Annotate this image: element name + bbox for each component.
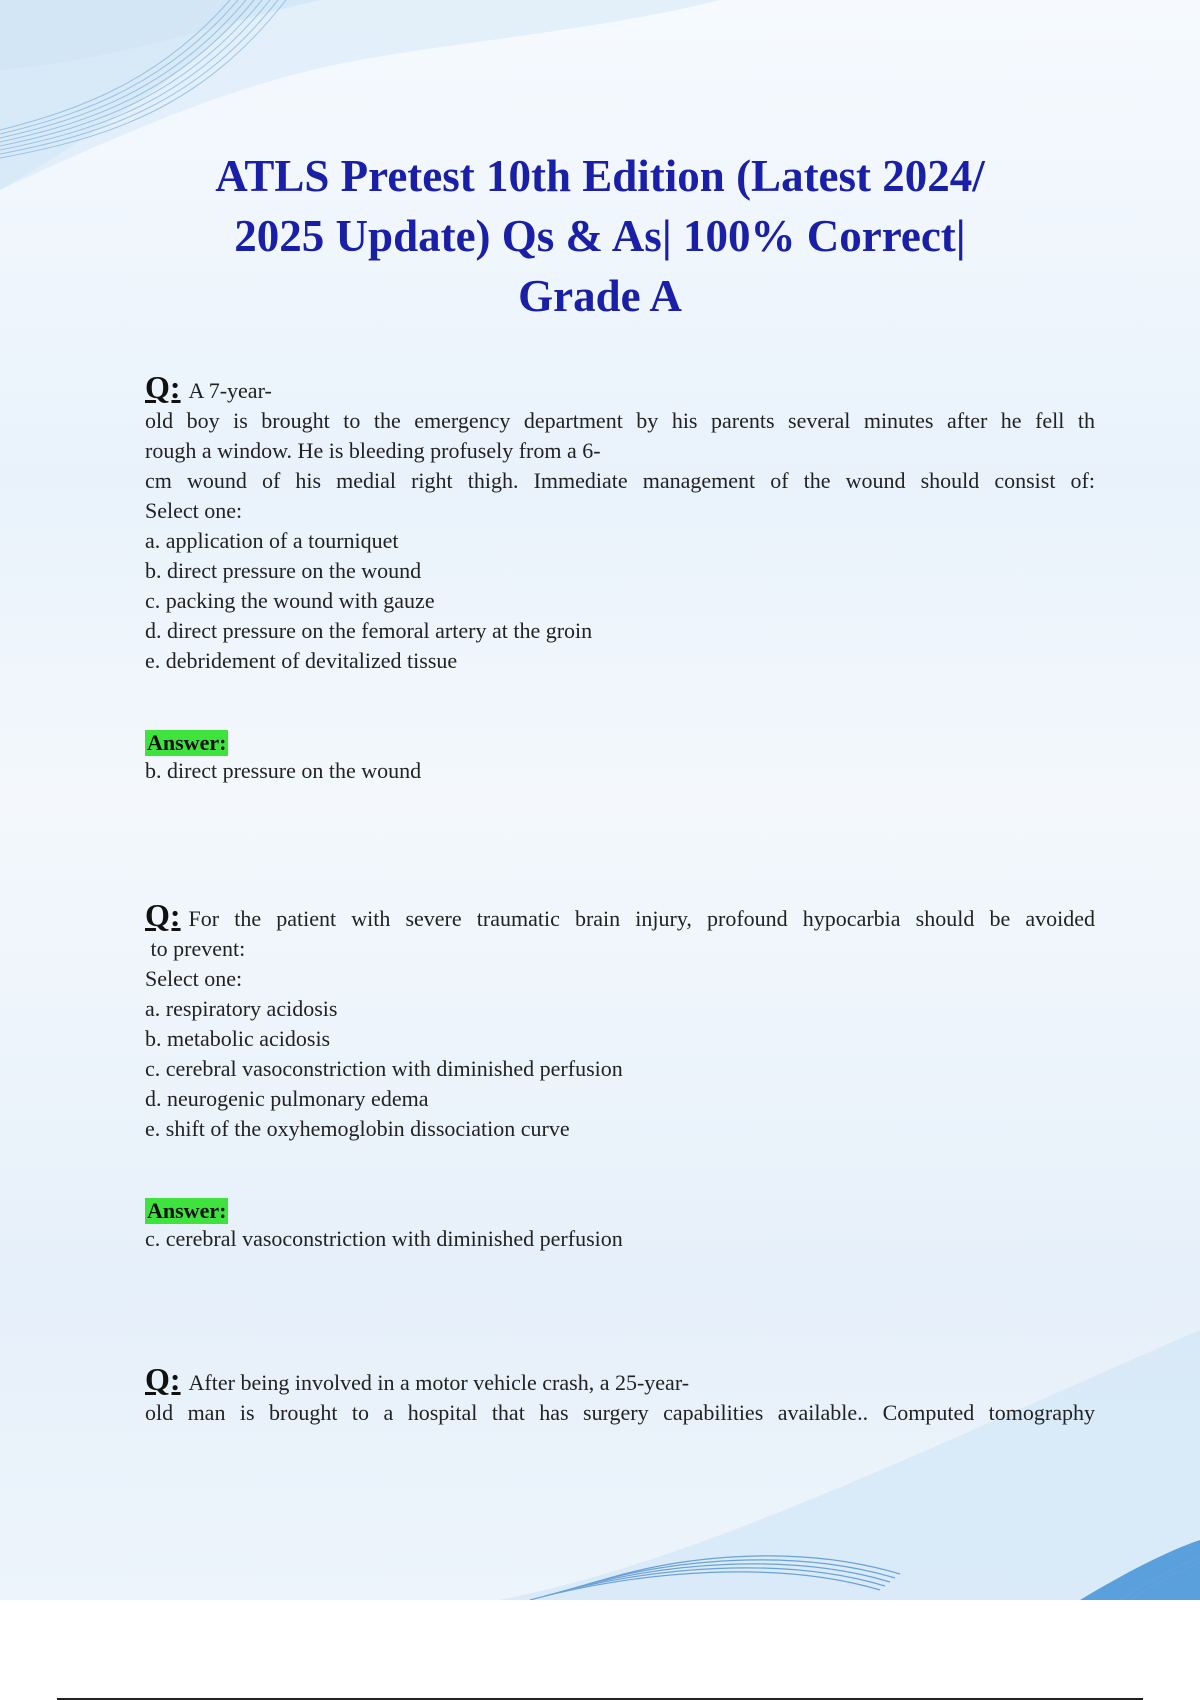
question-text-line: cm wound of his medial right thigh. Immediate management of the wound should consist of: [145, 468, 1095, 493]
question-text: For the patient with severe traumatic brain injury, profound hypocarbia should be avoided [188, 906, 1095, 931]
question-text: A 7-year- [188, 378, 272, 403]
title-line: Grade A [518, 271, 682, 321]
answer-label: Answer: [147, 1198, 227, 1223]
question-heading [145, 897, 1095, 934]
title-line: 2025 Update) Qs & As| 100% Correct| [234, 211, 966, 261]
question-heading [145, 1361, 1095, 1398]
answer-option: b. direct pressure on the wound [145, 558, 422, 583]
question-text-line: old boy is brought to the emergency department by his parents several minutes after he fell th [145, 408, 1095, 433]
answer-text: c. cerebral vasoconstriction with diminished perfusion [145, 1226, 623, 1251]
question-text-line: old man is brought to a hospital that has surgery capabilities available.. Computed tomography [145, 1400, 1095, 1425]
answer-label: Answer: [147, 730, 227, 755]
question-marker: Q: [145, 897, 181, 933]
question-block [145, 369, 1095, 786]
question-marker: Q: [145, 369, 181, 405]
select-one-label: Select one: [145, 966, 243, 991]
answer-option: d. neurogenic pulmonary edema [145, 1086, 429, 1111]
answer-option: c. cerebral vasoconstriction with diminished perfusion [145, 1056, 623, 1081]
document-title [140, 146, 1060, 326]
answer-option: a. application of a tourniquet [145, 528, 399, 553]
answer-text: b. direct pressure on the wound [145, 758, 422, 783]
answer-option: e. shift of the oxyhemoglobin dissociation curve [145, 1116, 570, 1141]
answer-option: d. direct pressure on the femoral artery at the groin [145, 618, 593, 643]
answer-option: c. packing the wound with gauze [145, 588, 435, 613]
answer-option: b. metabolic acidosis [145, 1026, 331, 1051]
answer-option: a. respiratory acidosis [145, 996, 338, 1021]
question-text: After being involved in a motor vehicle crash, a 25-year- [188, 1370, 690, 1395]
question-block [145, 1361, 1095, 1428]
question-text-line: to prevent: [145, 936, 246, 961]
question-text-line: rough a window. He is bleeding profusely from a 6- [145, 438, 601, 463]
question-marker: Q: [145, 1361, 181, 1397]
question-block [145, 897, 1095, 1254]
question-heading [145, 369, 1095, 406]
select-one-label: Select one: [145, 498, 243, 523]
title-line: ATLS Pretest 10th Edition (Latest 2024/ [215, 151, 985, 201]
answer-option: e. debridement of devitalized tissue [145, 648, 458, 673]
